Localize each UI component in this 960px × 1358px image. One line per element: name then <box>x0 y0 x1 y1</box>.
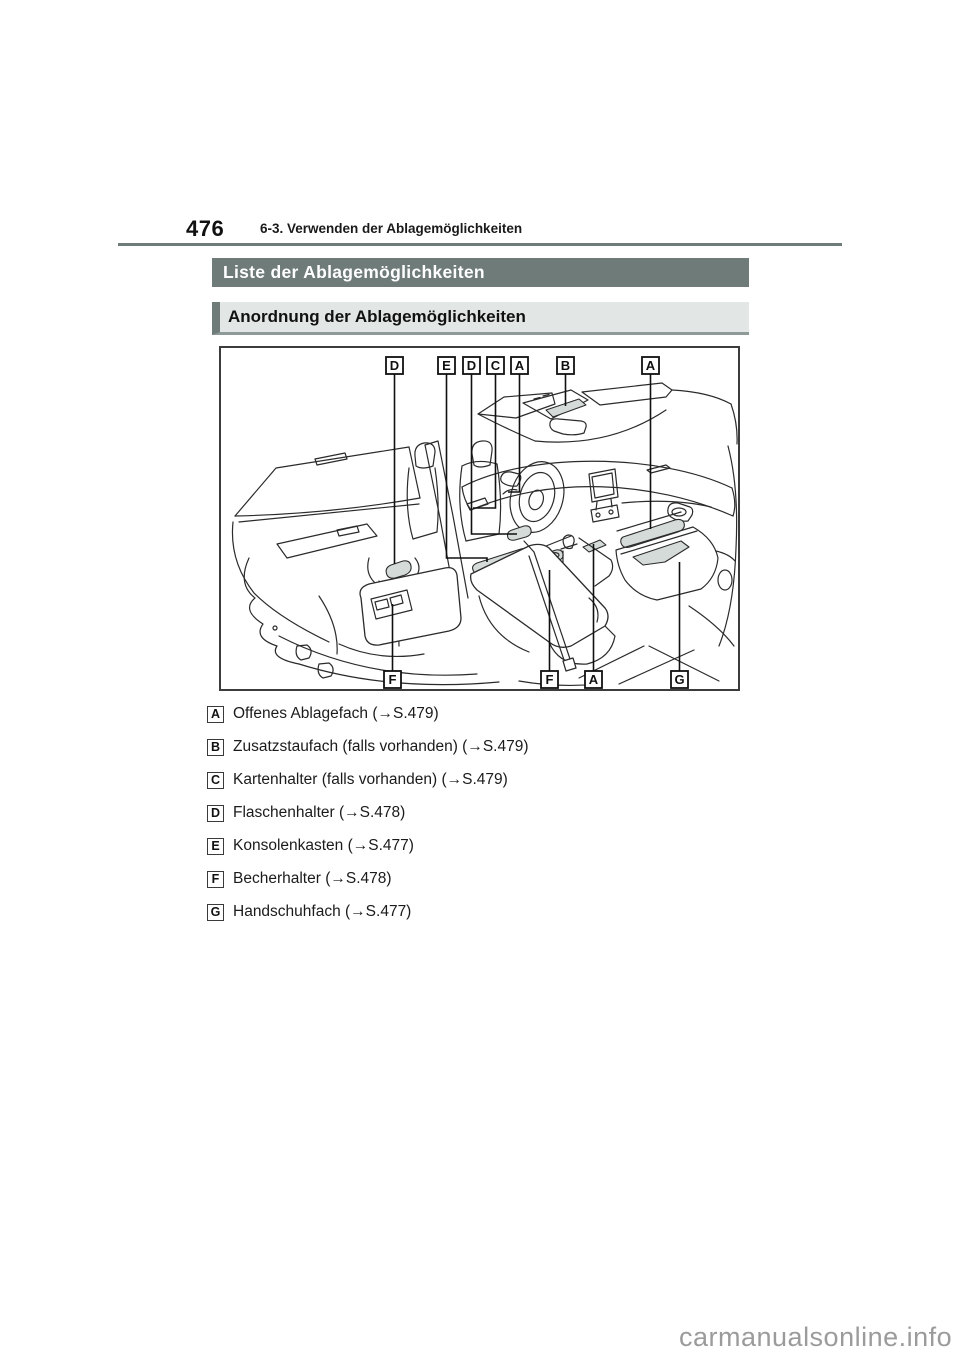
legend-item-B <box>207 738 529 756</box>
svg-text:E: E <box>442 358 451 373</box>
callout-top-D2 <box>463 357 480 374</box>
legend-key-E: E <box>207 838 224 855</box>
callout-bottom-A3 <box>585 671 602 688</box>
legend-item-C <box>207 771 508 789</box>
svg-text:G: G <box>674 672 685 687</box>
sub-heading-bar <box>212 302 749 335</box>
callout-top-B <box>557 357 574 374</box>
svg-text:A: A <box>588 672 599 687</box>
watermark: carmanualsonline.info <box>679 1322 953 1352</box>
svg-text:A: A <box>514 358 525 373</box>
section-title: 6-3. Verwenden der Ablagemöglichkeiten <box>260 221 523 236</box>
callout-top-E <box>438 357 455 374</box>
front-seats-group <box>407 441 500 541</box>
legend-key-C: C <box>207 772 224 789</box>
legend-item-E <box>207 837 414 855</box>
legend-item-D <box>207 804 405 822</box>
callout-bottom-F2 <box>541 671 558 688</box>
svg-text:C: C <box>490 358 501 373</box>
svg-text:D: D <box>389 358 400 373</box>
page-number: 476 <box>186 216 225 241</box>
legend-key-G: G <box>207 904 224 921</box>
steering-wheel <box>502 455 572 539</box>
legend-text-E: Konsolenkasten (→S.477) <box>233 837 414 854</box>
front-bottle-holder-shaded <box>508 526 532 540</box>
front-door-right-group <box>649 446 737 681</box>
callout-top-A1 <box>511 357 528 374</box>
legend-item-F <box>207 870 392 888</box>
callout-bottom-G <box>671 671 688 688</box>
interior-diagram <box>219 346 740 691</box>
headliner-group <box>478 383 737 444</box>
callout-top-C <box>487 357 504 374</box>
rear-armrest-group <box>360 568 461 645</box>
sub-heading-text: Anordnung der Ablagemöglichkeiten <box>228 307 526 326</box>
svg-text:D: D <box>466 358 477 373</box>
header-rule <box>118 243 842 246</box>
legend-text-D: Flaschenhalter (→S.478) <box>233 804 406 821</box>
legend-key-B: B <box>207 739 224 756</box>
svg-text:B: B <box>560 358 571 373</box>
legend-text-B: Zusatzstaufach (falls vorhanden) (→S.479) <box>233 738 529 755</box>
legend-text-G: Handschuhfach (→S.477) <box>233 903 412 920</box>
legend-item-G <box>207 903 411 921</box>
callout-top-D1 <box>386 357 403 374</box>
svg-text:F: F <box>388 672 397 687</box>
glovebox-shaded <box>633 541 689 565</box>
callout-bottom-F1 <box>384 671 401 688</box>
svg-text:F: F <box>545 672 554 687</box>
callout-top-A2 <box>642 357 659 374</box>
glovebox-group <box>616 512 718 600</box>
legend-item-A <box>207 705 439 723</box>
legend-key-A: A <box>207 706 224 723</box>
legend-text-A: Offenes Ablagefach (→S.479) <box>233 705 439 722</box>
console-tray-shaded <box>583 540 606 552</box>
dashboard-group <box>462 455 735 539</box>
legend-text-C: Kartenhalter (falls vorhanden) (→S.479) <box>233 771 508 788</box>
car-interior-illustration <box>221 348 738 689</box>
legend-key-F: F <box>207 871 224 888</box>
rearview-mirror <box>550 419 586 435</box>
legend-text-F: Becherhalter (→S.478) <box>233 870 392 887</box>
svg-text:A: A <box>645 358 656 373</box>
main-heading-text: Liste der Ablagemöglichkeiten <box>223 262 485 282</box>
main-heading-bar <box>212 258 749 287</box>
legend-key-D: D <box>207 805 224 822</box>
